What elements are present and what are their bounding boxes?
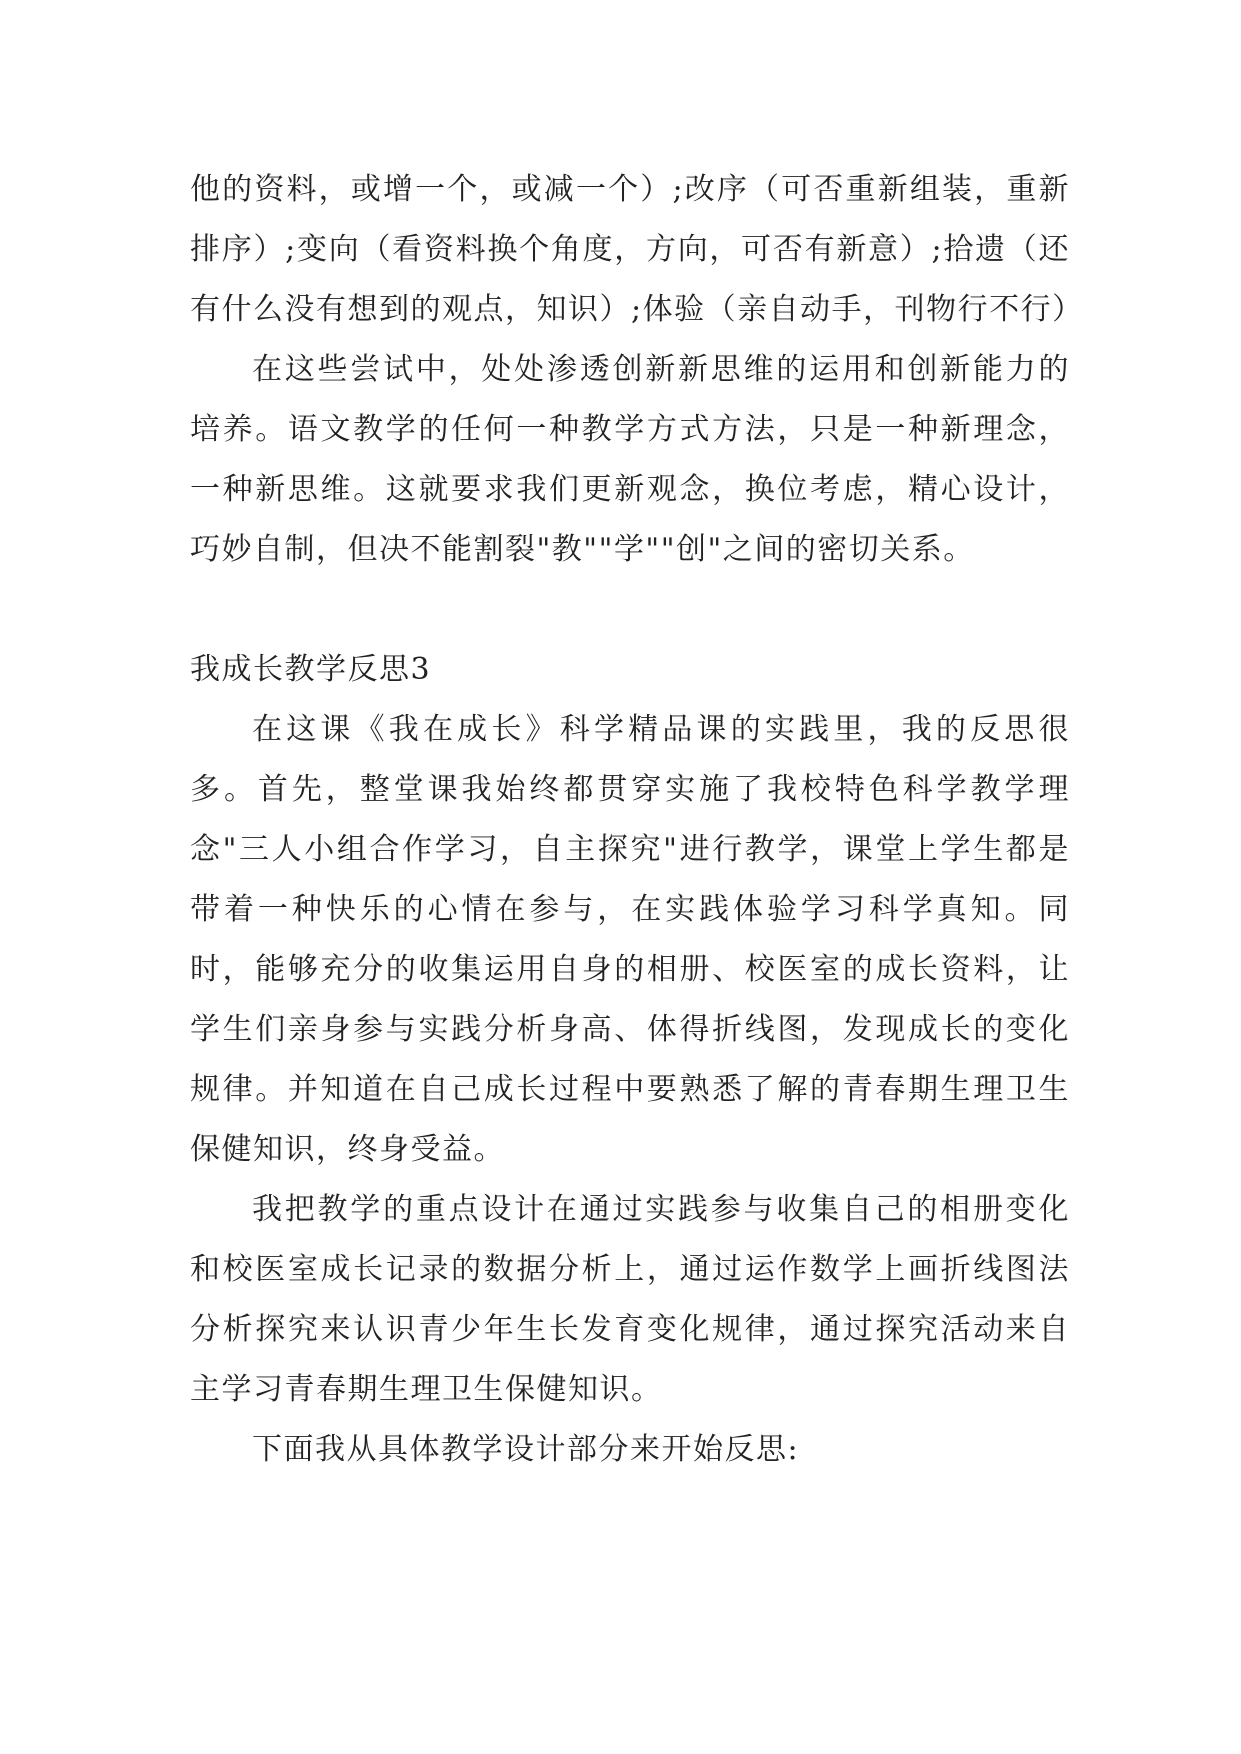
document-body [190,160,1084,1480]
continued-paragraph: 他的资料，或增一个，或减一个）;改序（可否重新组装，重新排序）;变向（看资料换个角度，方向，可否有新意）;拾遗（还有什么没有想到的观点，知识）;体验（亲自动手，刊物行不行） [190,172,1084,327]
body-paragraph: 在这些尝试中，处处渗透创新新思维的运用和创新能力的培养。语文教学的任何一种教学方式方法，只是一种新理念，一种新思维。这就要求我们更新观念，换位考虑，精心设计，巧妙自制，但决不能割裂"教""学""创"之间的密切关系。 [190,352,1070,567]
body-paragraph: 下面我从具体教学设计部分来开始反思: [252,1432,800,1467]
body-paragraph: 在这课《我在成长》科学精品课的实践里，我的反思很多。首先，整堂课我始终都贯穿实施了我校特色科学教学理念"三人小组合作学习，自主探究"进行教学，课堂上学生都是带着一种快乐的心情在参与，在实践体验学习科学真知。同时，能够充分的收集运用自身的相册、校医室的成长资料，让学生们亲身参与实践分析身高、体得折线图，发现成长的变化规律。并知道在自己成长过程中要熟悉了解的青春期生理卫生保健知识，终身受益。 [190,712,1070,1167]
body-paragraph: 我把教学的重点设计在通过实践参与收集自己的相册变化和校医室成长记录的数据分析上，通过运作数学上画折线图法分析探究来认识青少年生长发育变化规律，通过探究活动来自主学习青春期生理卫生保健知识。 [190,1192,1070,1407]
section-title: 我成长教学反思3 [190,652,432,687]
